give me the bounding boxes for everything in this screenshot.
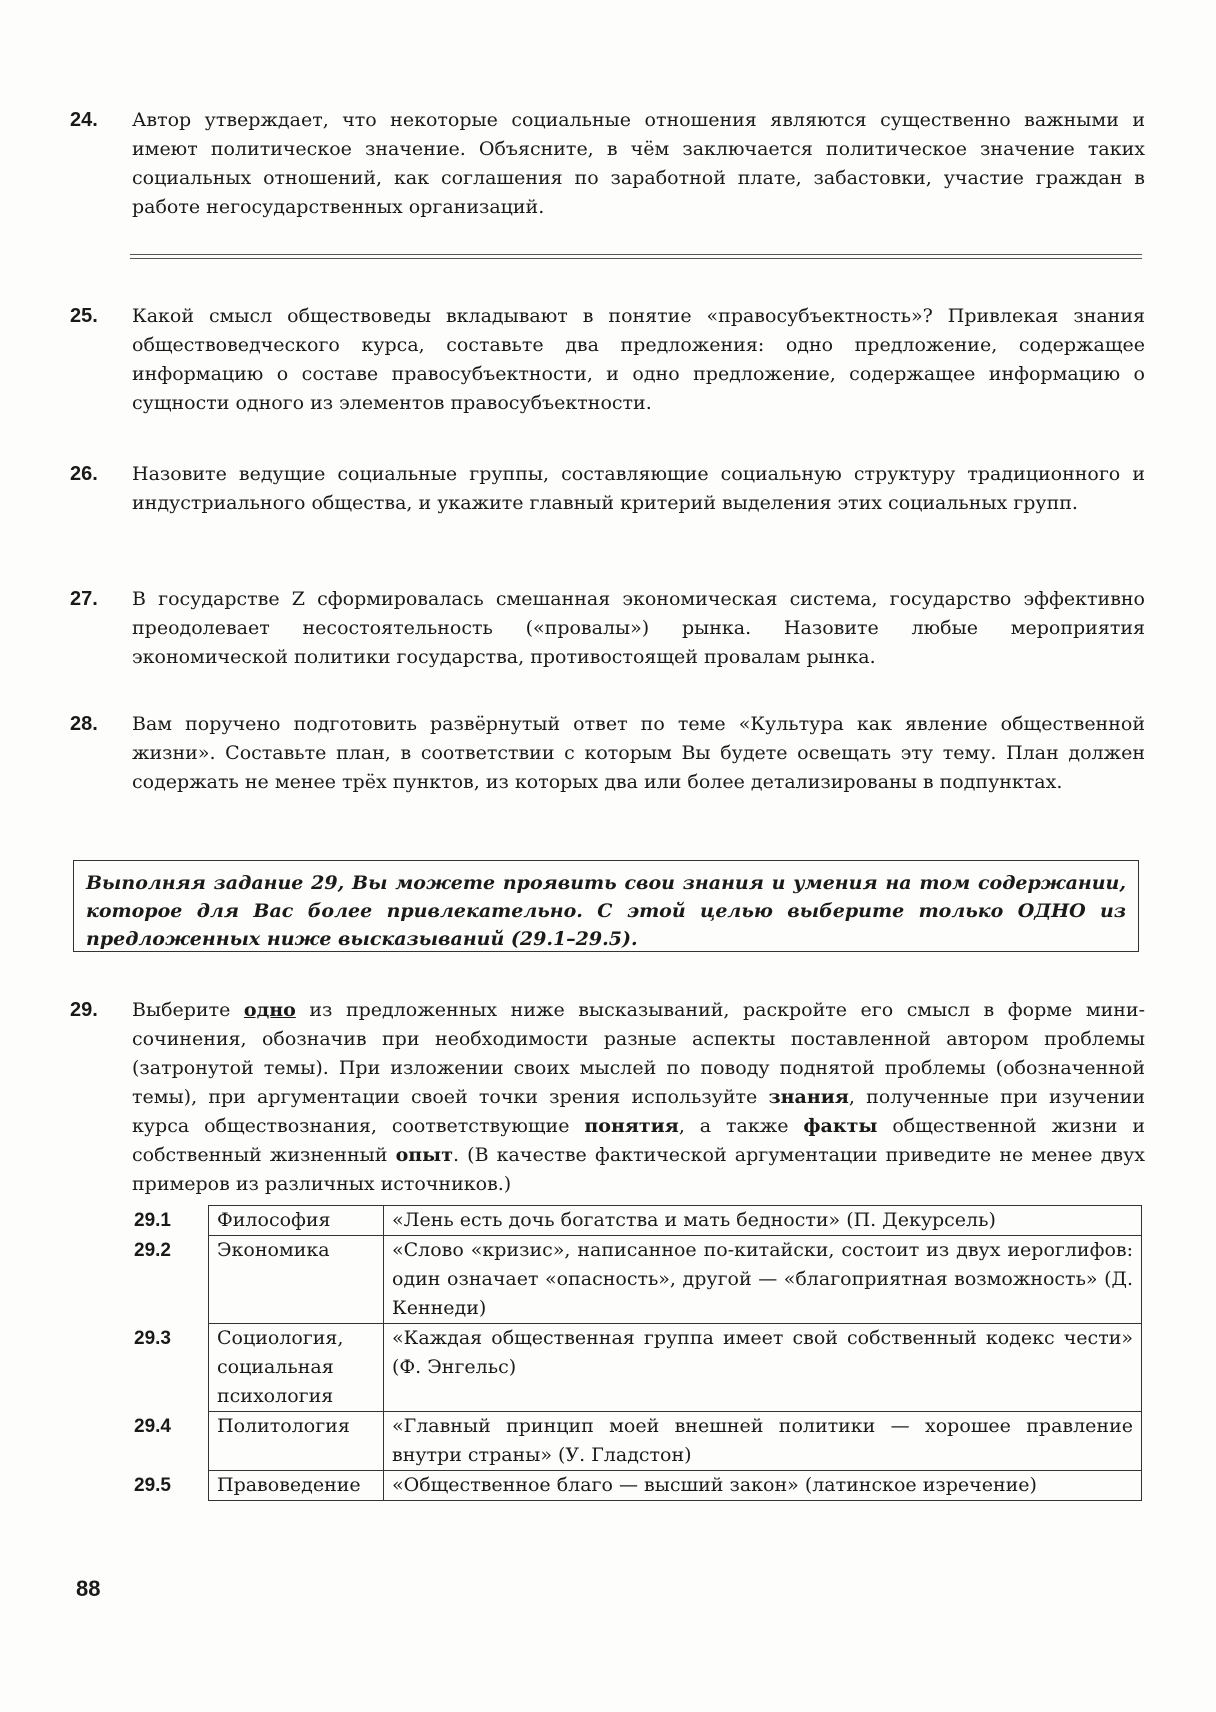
task-text: Назовите ведущие социальные группы, составляющие социальную структуру традиционного и индустриального общества, и укажите главный критерий выделения этих социальных групп.: [132, 463, 1145, 514]
task-number: 24.: [70, 109, 98, 131]
instruction-box: Выполняя задание 29, Вы можете проявить свои знания и умения на том содержании, которое для Вас более привлекательно. С этой целью выберите только ОДНО из предложенных ниже высказываний (29.1–29.5).: [73, 860, 1139, 952]
task-number: 29.: [70, 999, 98, 1021]
answer-lines: [130, 254, 1142, 259]
quote-number: 29.5: [134, 1474, 171, 1496]
keyword-concepts: понятия: [584, 1115, 679, 1137]
task-number: 25.: [70, 305, 98, 327]
keyword-experience: опыт: [395, 1144, 453, 1166]
task-text: В государстве Z сформировалась смешанная экономическая система, государство эффективно преодолевает несостоятельность («провалы») рынка. Назовите любые мероприятия экономической политики государства, противостоящей провалам рынка.: [132, 588, 1145, 668]
quote-subject: Социология, социальная психология: [209, 1324, 384, 1412]
answer-line: [130, 254, 1142, 255]
quote-number: 29.4: [134, 1415, 171, 1437]
task-text: Вам поручено подготовить развёрнутый ответ по теме «Культура как явление общественной жизни». Составьте план, в соответствии с которым Вы будете освещать эту тему. План должен содержать не менее трёх пунктов, из которых два или более детализированы в подпунктах.: [132, 713, 1145, 793]
quote-text: «Каждая общественная группа имеет свой собственный кодекс чести» (Ф. Энгельс): [384, 1324, 1142, 1412]
quote-text: «Лень есть дочь богатства и мать бедности» (П. Декурсель): [384, 1206, 1142, 1236]
text-run: . (В качестве фактической аргументации приведите не менее двух примеров из различных источников.): [132, 1144, 1145, 1195]
table-row: [130, 1471, 1142, 1501]
text-run: общественной жизни и собственный жизненный: [132, 1115, 1145, 1166]
quote-number: 29.2: [134, 1239, 171, 1261]
quote-text: «Главный принцип моей внешней политики — хорошее правление внутри страны» (У. Гладстон): [384, 1412, 1142, 1471]
quote-text: «Общественное благо — высший закон» (латинское изречение): [384, 1471, 1142, 1501]
task-25: [70, 302, 1145, 418]
task-29: [70, 996, 1145, 1199]
table-row: [130, 1206, 1142, 1236]
task-number: 28.: [70, 713, 98, 735]
task-27: [70, 585, 1145, 672]
task-26: [70, 460, 1145, 518]
quote-subject: Экономика: [209, 1236, 384, 1324]
task-number: 27.: [70, 588, 98, 610]
table-row: [130, 1324, 1142, 1412]
table-row: [130, 1236, 1142, 1324]
text-run: , полученные при изучении курса обществознания, соответствующие: [132, 1086, 1145, 1137]
keyword-facts: факты: [803, 1115, 878, 1137]
text-run: из предложенных ниже высказываний, раскройте его смысл в форме мини-сочинения, обозначив при необходимости разные аспекты поставленной автором проблемы (затронутой темы). При изложении своих мыслей по поводу поднятой проблемы (обозначенной темы), при аргументации своей точки зрения используйте: [132, 999, 1146, 1108]
text-run: Выберите: [132, 999, 244, 1021]
quote-subject: Политология: [209, 1412, 384, 1471]
task-28: [70, 710, 1145, 797]
task-number: 26.: [70, 463, 98, 485]
quote-subject: Правоведение: [209, 1471, 384, 1501]
page-number: 88: [76, 1576, 101, 1601]
text-run: , а также: [678, 1115, 804, 1137]
task-text: [132, 996, 1145, 1199]
quote-subject: Философия: [209, 1206, 384, 1236]
quote-number: 29.1: [134, 1209, 171, 1231]
task-text: Автор утверждает, что некоторые социальные отношения являются существенно важными и имеют политическое значение. Объясните, в чём заключается политическое значение таких социальных отношений, как соглашения по заработной плате, забастовки, участие граждан в работе негосударственных организаций.: [132, 109, 1145, 218]
task-text: Какой смысл обществоведы вкладывают в понятие «правосубъектность»? Привлекая знания обществоведческого курса, составьте два предложения: одно предложение, содержащее информацию о составе правосубъектности, и одно предложение, содержащее информацию о сущности одного из элементов правосубъектности.: [132, 305, 1145, 414]
keyword-knowledge: знания: [768, 1086, 849, 1108]
table-row: [130, 1412, 1142, 1471]
answer-line: [130, 258, 1142, 259]
quote-text: «Слово «кризис», написанное по-китайски, состоит из двух иероглифов: один означает «опасность», другой — «благоприятная возможность» (Д. Кеннеди): [384, 1236, 1142, 1324]
quote-number: 29.3: [134, 1327, 171, 1349]
emphasis-one: одно: [243, 999, 296, 1021]
quotes-table: [130, 1205, 1142, 1501]
task-24: [70, 106, 1145, 222]
